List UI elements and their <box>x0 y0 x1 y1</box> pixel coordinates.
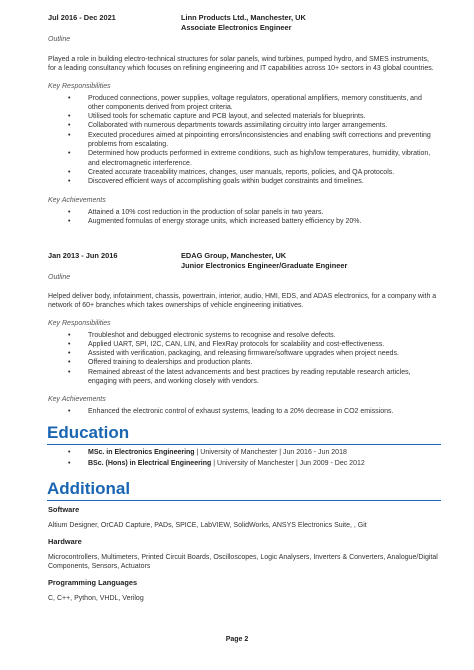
degree-name: MSc. in Electronics Engineering <box>88 449 195 456</box>
achievements-label: Key Achievements <box>48 396 106 404</box>
job-company: EDAG Group, Manchester, UK <box>181 251 287 260</box>
additional-section <box>48 505 442 603</box>
job-company: Linn Products Ltd., Manchester, UK <box>181 13 306 22</box>
page-number: Page 2 <box>225 636 249 643</box>
software-text: Altium Designer, OrCAD Capture, PADs, SPICE, LabVIEW, SolidWorks, ANSYS Electronics Suite, , Git <box>48 522 367 529</box>
list-item: • Executed procedures aimed at pinpointing errors/inconsistencies and enabling swift corrections and preventing problems from escalating. <box>88 131 438 150</box>
degree-detail: | University of Manchester | Jun 2009 - Dec 2012 <box>211 459 365 467</box>
list-item: • Assisted with verification, packaging, and releasing firmware/software upgrades when project needs. <box>88 349 438 358</box>
education-item <box>88 448 442 459</box>
job-title: Associate Electronics Engineer <box>181 23 292 32</box>
list-item: • Created accurate traceability matrices, changes, user manuals, reports, policies, and QA protocols. <box>88 168 438 177</box>
list-item: • Offered training to dealerships and production plants. <box>88 358 438 367</box>
outline-label: Outline <box>48 274 71 281</box>
additional-divider <box>47 500 441 501</box>
outline-label: Outline <box>48 36 71 43</box>
education-item <box>88 459 442 470</box>
education-section <box>48 448 442 469</box>
list-item: • Applied UART, SPI, I2C, CAN, LIN, and FlexRay protocols for scalability and cost-effectiveness. <box>88 340 438 349</box>
hardware-text: Microcontrollers, Multimeters, Printed Circuit Boards, Oscilloscopes, Logic Analysers, Inverters & Converters, Analogue/Digital Components, Sensors, Actuators <box>48 553 438 571</box>
programming-label: Programming Languages <box>48 577 138 587</box>
list-item: • Remained abreast of the latest advancements and best practices by reading reputable research articles, engaging with peers, and working closely with vendors. <box>88 368 438 387</box>
hardware-label: Hardware <box>48 536 82 546</box>
education-heading: Education <box>47 423 130 442</box>
list-item: • Enhanced the electronic control of exhaust systems, leading to a 20% decrease in CO2 emissions. <box>88 407 438 416</box>
list-item: • Utilised tools for schematic capture and PCB layout, and selected materials for blueprints. <box>88 112 438 121</box>
responsibilities-label: Key Responsibilities <box>48 319 111 327</box>
list-item: • Discovered efficient ways of accomplishing goals within budget constraints and timelines. <box>88 177 438 186</box>
degree-name: BSc. (Hons) in Electrical Engineering <box>88 459 212 467</box>
achievements-list <box>48 407 438 416</box>
job-entry-edag <box>48 251 438 417</box>
list-item: • Troubleshot and debugged electronic systems to recognise and resolve defects. <box>88 331 438 340</box>
achievements-label: Key Achievements <box>48 196 106 204</box>
software-label: Software <box>48 505 80 514</box>
achievements-list <box>48 208 438 227</box>
list-item: • Attained a 10% cost reduction in the production of solar panels in two years. <box>88 208 438 217</box>
job-outline: Played a role in building electro-technical structures for solar panels, wind turbines, pumped hydro, and SMES instruments, for a leading consultancy which focuses on refining engineering and IT capabilities across 10+ sectors in 43 global countries. <box>48 56 434 73</box>
job-title: Junior Electronics Engineer/Graduate Engineer <box>181 261 348 270</box>
education-divider <box>47 444 441 445</box>
job-dates: Jan 2013 - Jun 2016 <box>48 251 118 260</box>
job-outline: Helped deliver body, infotainment, chassis, powertrain, interior, audio, HMI, EDS, and ADAS electronics, for a company with a network of 60+ branches which takes ownerships of vehicle engineering initiatives. <box>48 293 437 310</box>
list-item: • Augmented formulas of energy storage units, which increased battery efficiency by 20%. <box>88 217 438 226</box>
additional-heading: Additional <box>47 479 131 498</box>
list-item: • Produced connections, power supplies, voltage regulators, operational amplifiers, memory constituents, and other components derived from project criteria. <box>88 94 438 113</box>
job-header <box>48 251 438 273</box>
responsibilities-label: Key Responsibilities <box>48 82 111 90</box>
list-item: • Determined how products performed in extreme conditions, such as high/low temperatures, humidity, vibration, and electromagnetic interference. <box>88 149 438 168</box>
degree-detail: | University of Manchester | Jun 2016 - Jun 2018 <box>194 449 347 456</box>
job-dates: Jul 2016 - Dec 2021 <box>48 13 116 22</box>
responsibilities-list <box>48 94 438 187</box>
job-header <box>48 13 438 35</box>
programming-text: C, C++, Python, VHDL, Verilog <box>48 594 144 602</box>
list-item: • Collaborated with numerous departments towards assimilating circuitry into larger arrangements. <box>88 121 438 130</box>
job-entry-linn <box>48 13 438 226</box>
responsibilities-list <box>48 331 438 387</box>
education-list <box>48 448 442 469</box>
